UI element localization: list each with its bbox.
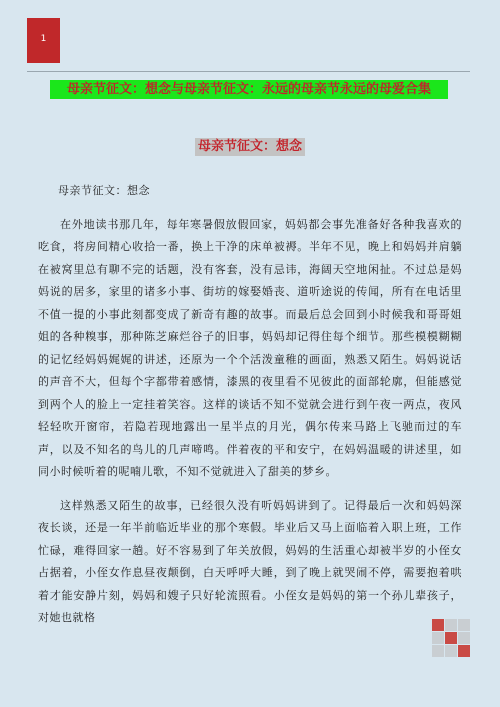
decor-square: [445, 645, 457, 657]
paragraph: 在外地读书那几年，每年寒暑假放假回家，妈妈都会事先准备好各种我喜欢的吃食，将房间精心收拾一番，换上干净的床单被褥。半年不见，晚上和妈妈并肩躺在被窝里总有聊不完的话题，没有客套，没有忌讳，海阔天空地闲扯。不过总是妈妈说的居多，家里的诸多小事、街坊的嫁娶婚丧、道听途说的传闻，所有在电话里不值一提的小事此刻都变成了新奇有趣的故事。而最后总会回到小时候我和哥哥姐姐的各种糗事，那种陈芝麻烂谷子的旧事，妈妈却记得住每个细节。那些模模糊糊的记忆经妈妈娓娓的讲述，还原为一个个活泼童稚的画面，熟悉又陌生。妈妈说话的声音不大，但每个字都带着感情，漆黑的夜里看不见彼此的面部轮廓，但能感觉到两个人的脸上一定挂着笑容。这样的谈话不知不觉就会进行到午夜一两点，夜风轻轻吹开窗帘，若隐若现地露出一星半点的月光，偶尔传来马路上飞驰而过的车声，以及不知名的鸟儿的几声啼鸣。伴着夜的平和安宁，在妈妈温暖的讲述里，如同小时候听着的呢喃儿歌，不知不觉就进入了甜美的梦乡。: [38, 217, 462, 478]
decor-square: [458, 619, 470, 631]
paragraph: 这样熟悉又陌生的故事，已经很久没有听妈妈讲到了。记得最后一次和妈妈深夜长谈，还是一年半前临近毕业的那个寒假。毕业后又马上面临着入职上班，工作忙碌，难得回家一趟。好不容易到了年关放假，妈妈的生活重心却被半岁的小侄女占据着，小侄女作息昼夜颠倒，白天呼呼大睡，到了晚上就哭闹不停，需要抱着哄着才能安静片刻，妈妈和嫂子只好轮流照看。小侄女是妈妈的第一个孙儿辈孩子，对她也就格: [38, 498, 462, 624]
section-title: [0, 135, 500, 156]
decor-square: [458, 632, 470, 644]
header-divider: [27, 71, 470, 72]
decor-square: [432, 632, 444, 644]
article-subtitle: 母亲节征文：想念: [58, 184, 150, 197]
decor-square: [445, 632, 457, 644]
decor-square: [432, 619, 444, 631]
decor-square: [432, 645, 444, 657]
page-number: 1: [40, 34, 47, 44]
document-body: [38, 180, 462, 630]
page-number-tab: [27, 18, 60, 63]
section-title-text: 母亲节征文：想念: [195, 138, 305, 156]
decor-square: [458, 645, 470, 657]
decorative-squares: [432, 619, 471, 658]
decor-square: [445, 619, 457, 631]
document-title-banner: 母亲节征文：想念与母亲节征文：永远的母亲节永远的母爱合集: [50, 80, 448, 99]
